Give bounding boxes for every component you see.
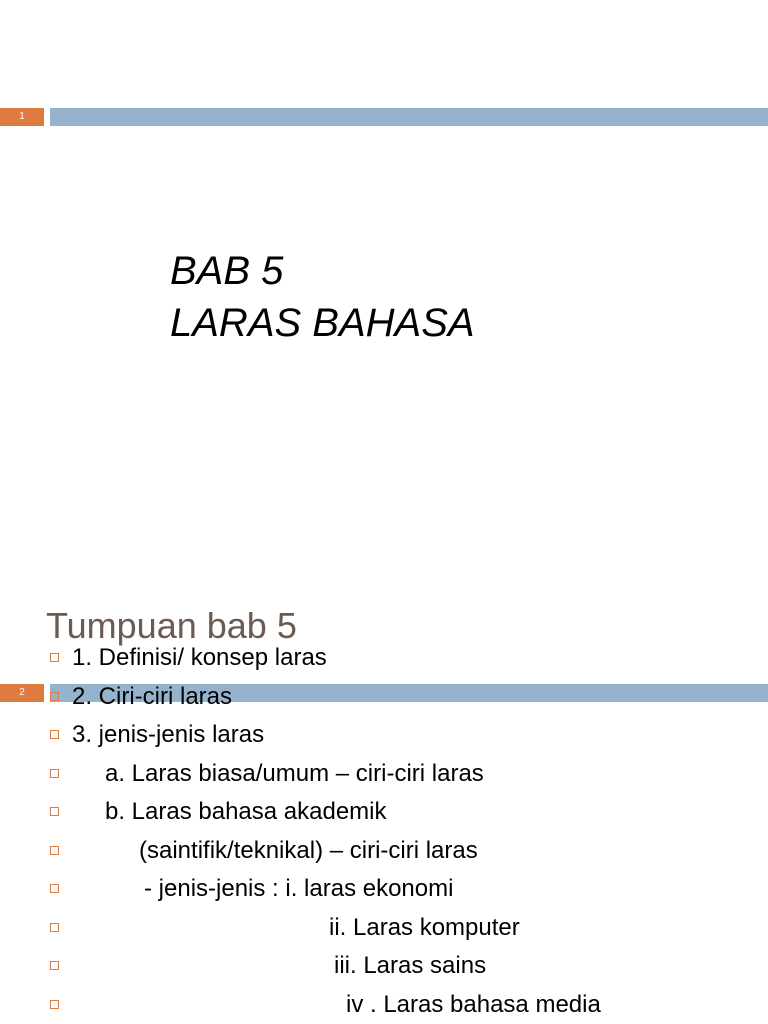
slide-heading: Tumpuan bab 5 [46, 605, 297, 646]
slide-number: 1 [0, 108, 44, 126]
bullet-text: a. Laras biasa/umum – ciri-ciri laras [105, 759, 484, 787]
header-bar [50, 108, 768, 126]
bullet-text: 3. jenis-jenis laras [72, 721, 265, 748]
bullet-text: iv . Laras bahasa media [346, 990, 601, 1018]
square-bullet-icon [50, 730, 59, 739]
slide-title [170, 245, 475, 349]
square-bullet-icon [50, 923, 59, 932]
slide-2 [0, 576, 768, 1024]
slide-1-header-band [0, 108, 768, 126]
bullet-text: (saintifik/teknikal) – ciri-ciri laras [139, 836, 478, 864]
bullet-text: iii. Laras sains [334, 952, 487, 979]
title-line-2: LARAS BAHASA [170, 301, 475, 345]
bullet-text: ii. Laras komputer [329, 913, 520, 941]
square-bullet-icon [50, 807, 59, 816]
square-bullet-icon [50, 846, 59, 855]
square-bullet-icon [50, 884, 59, 893]
bullet-text: 1. Definisi/ konsep laras [72, 644, 327, 671]
square-bullet-icon [50, 692, 59, 701]
slide-number: 2 [0, 684, 44, 702]
bullet-text: - jenis-jenis : i. laras ekonomi [144, 875, 454, 902]
square-bullet-icon [50, 653, 59, 662]
title-line-1: BAB 5 [170, 249, 284, 293]
bullet-text: 2. Ciri-ciri laras [72, 682, 233, 710]
bullet-text: b. Laras bahasa akademik [105, 798, 387, 825]
square-bullet-icon [50, 769, 59, 778]
square-bullet-icon [50, 1000, 59, 1009]
square-bullet-icon [50, 961, 59, 970]
